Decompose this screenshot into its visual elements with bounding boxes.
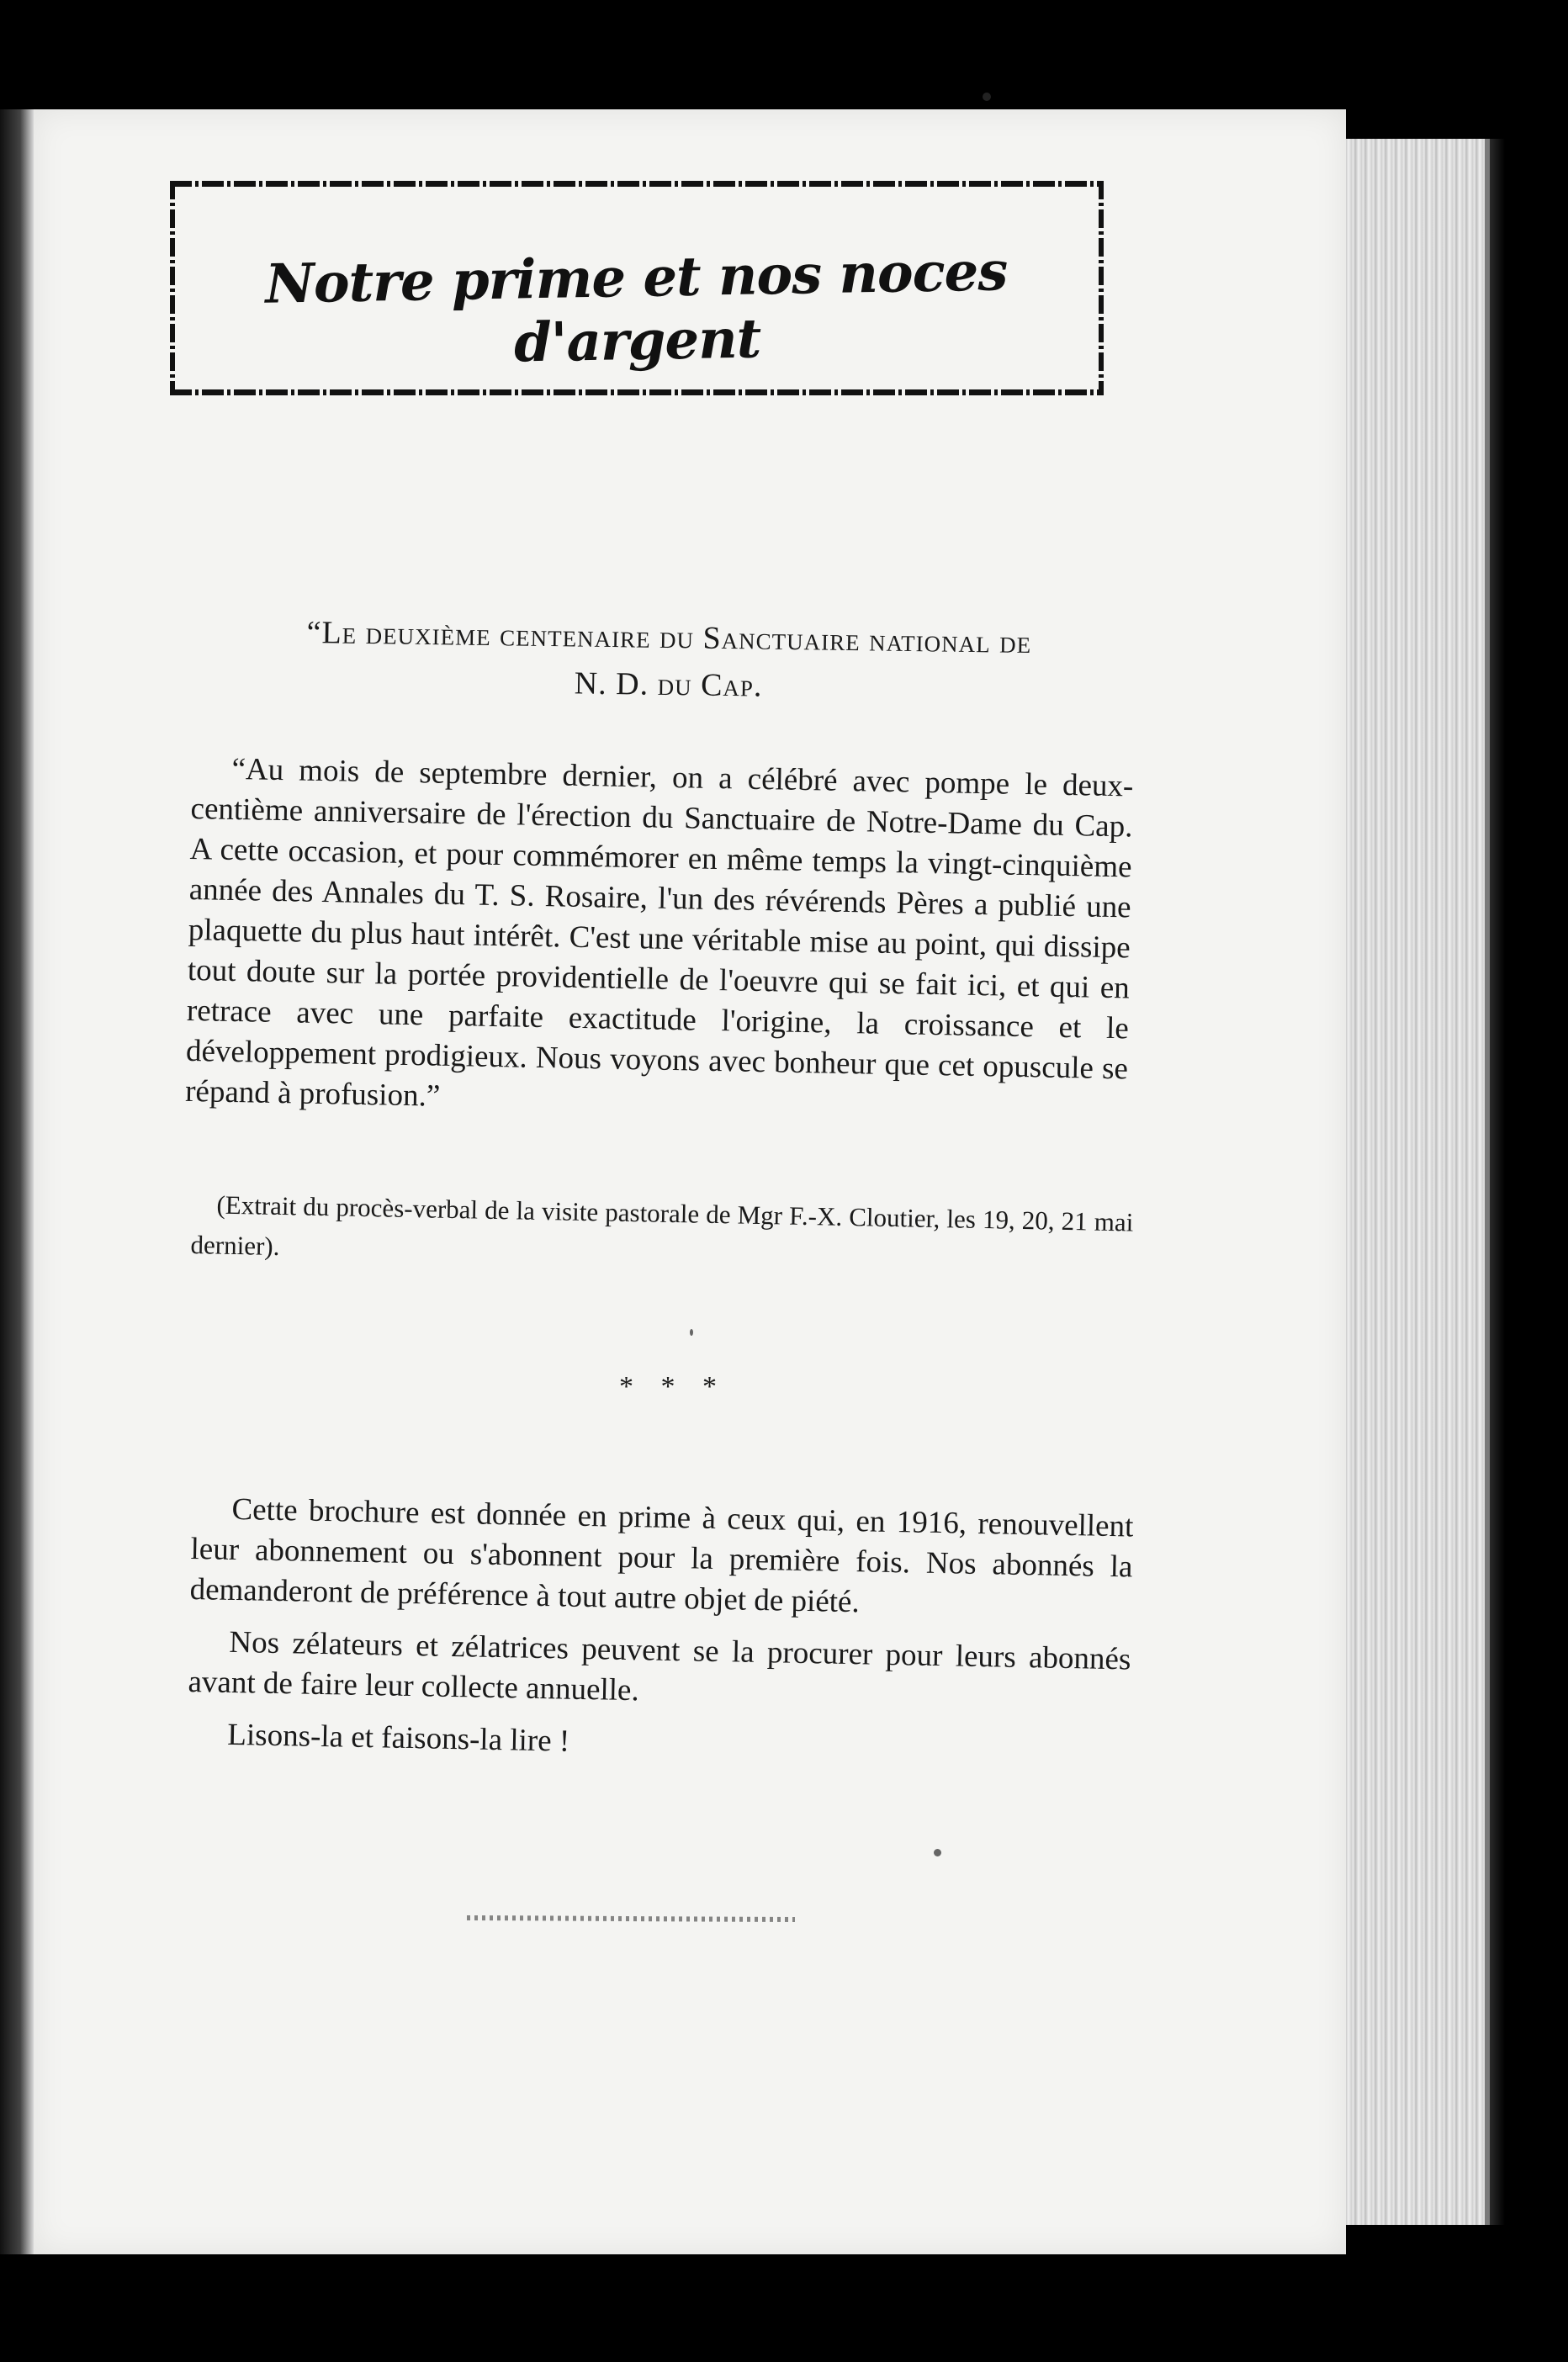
notice-paragraph-2: Nos zélateurs et zélatrices peuvent se la procurer pour leurs abonnés avant de faire leur collecte annuelle. (188, 1624, 1131, 1708)
section-heading (226, 608, 1110, 715)
scan-speck (983, 93, 991, 101)
frame-border-bottom (170, 389, 1104, 395)
scan-speck (690, 1329, 693, 1336)
quote-block (185, 749, 1134, 1130)
binding-shadow (0, 109, 34, 2254)
citation-text: (Extrait du procès-verbal de la visite pastorale de Mgr F.-X. Cloutier, les 19, 20, 21 mai dernier). (190, 1189, 1134, 1262)
scan-speck (934, 1849, 941, 1856)
page-title: Notre prime et nos noces d'argent (264, 240, 1008, 375)
notice-paragraph-1: Cette brochure est donnée en prime à ceux qui, en 1916, renouvellent leur abonnement ou s'abonnent pour la première fois. Nos abonnés la demanderont de préférence à tout autre objet de piété. (189, 1491, 1134, 1620)
heading-line-2: N. D. du Cap. (574, 665, 763, 704)
frame-border-top (170, 181, 1104, 187)
notice-block (187, 1489, 1134, 1772)
page-stack-edges (1321, 139, 1490, 2225)
quote-paragraph: “Au mois de septembre dernier, on a célébré avec pompe le deux-centième anniversaire de l'érection du Sanctuaire de Notre-Dame du Cap. A cette occasion, et pour commémorer en même temps la vingt-cinquième année des Annales du T. S. Rosaire, l'un des révérends Pères a publié une plaquette du plus haut intérêt. C'est une véritable mise au point, qui dissipe tout doute sur la portée providentielle de l'oeuvre qui se fait ici, et qui en retrace avec une parfaite exactitude l'origine, la croissance et le développement prodigieux. Nous voyons avec bonheur que cet opuscule se répand à profusion.” (184, 751, 1134, 1114)
section-separator: * * * (619, 1371, 727, 1402)
heading-line-1: “Le deuxième centenaire du Sanctuaire national de (306, 614, 1032, 661)
notice-paragraph-3: Lisons-la et faisons-la lire ! (227, 1717, 570, 1759)
book-page (34, 109, 1346, 2254)
title-frame (170, 181, 1104, 395)
